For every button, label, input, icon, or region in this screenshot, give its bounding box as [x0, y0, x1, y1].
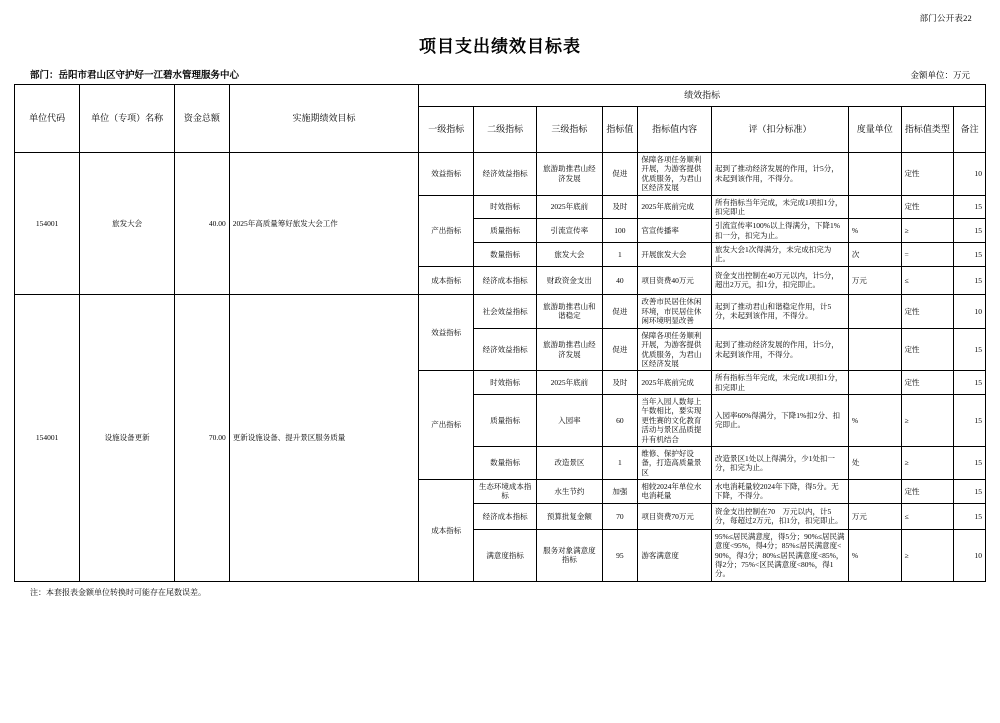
- cell-remark: 10: [954, 153, 986, 196]
- cell-level3: 2025年底前: [537, 195, 602, 219]
- cell-level2: 质量指标: [474, 395, 537, 447]
- cell-level2: 经济成本指标: [474, 266, 537, 294]
- table-body: [15, 153, 986, 582]
- cell-total-funds: 70.00: [175, 294, 230, 581]
- cell-value-content: 游客满意度: [638, 529, 712, 581]
- cell-level3: 旅发大会: [537, 243, 602, 267]
- cell-unit-code: 154001: [15, 294, 80, 581]
- department-label: 部门：岳阳市君山区守护好一江碧水管理服务中心: [30, 71, 240, 81]
- cell-indicator-value: 70: [602, 503, 638, 529]
- cell-value-type: 定性: [901, 195, 954, 219]
- footer-note: 注：本套报表金额单位转换时可能存在尾数误差。: [30, 587, 206, 597]
- cell-measure-unit: [848, 294, 901, 328]
- cell-level3: 服务对象满意度指标: [537, 529, 602, 581]
- th-level3: 三级指标: [537, 107, 602, 153]
- cell-measure-unit: %: [848, 395, 901, 447]
- cell-measure-unit: [848, 480, 901, 504]
- th-value-type: 指标值类型: [901, 107, 954, 153]
- cell-level3: 2025年底前: [537, 371, 602, 395]
- cell-level1: 产出指标: [419, 371, 474, 480]
- cell-measure-unit: %: [848, 219, 901, 243]
- cell-value-content: 项目资费40万元: [638, 266, 712, 294]
- cell-value-type: ≤: [901, 266, 954, 294]
- cell-value-type: ≥: [901, 529, 954, 581]
- cell-scoring: 起到了推动经济发展的作用，计5分，未起到该作用，不得分。: [712, 153, 849, 196]
- cell-value-content: 开展旅发大会: [638, 243, 712, 267]
- cell-scoring: 资金支出控制在70 万元以内，计5分，每超过2万元，扣1分，扣完即止。: [712, 503, 849, 529]
- th-total-funds: 资金总额: [175, 85, 230, 153]
- cell-level2: 数量指标: [474, 446, 537, 479]
- cell-value-content: 保障各项任务顺利开展，为游客提供优质服务，为君山区经济发展: [638, 328, 712, 371]
- cell-value-content: 2025年底前完成: [638, 195, 712, 219]
- cell-value-type: 定性: [901, 480, 954, 504]
- table-row: [15, 153, 986, 196]
- cell-level2: 满意度指标: [474, 529, 537, 581]
- th-unit-name: 单位（专项）名称: [80, 85, 175, 153]
- cell-value-type: 定性: [901, 371, 954, 395]
- cell-measure-unit: 处: [848, 446, 901, 479]
- cell-value-content: 保障各项任务顺利开展，为游客提供优质服务，为君山区经济发展: [638, 153, 712, 196]
- cell-remark: 10: [954, 529, 986, 581]
- cell-value-type: ≥: [901, 395, 954, 447]
- cell-scoring: 起到了推动经济发展的作用，计5分，未起到该作用，不得分。: [712, 328, 849, 371]
- amount-unit-label: 金额单位：万元: [910, 70, 970, 80]
- cell-indicator-value: 促进: [602, 328, 638, 371]
- th-measure-unit: 度量单位: [848, 107, 901, 153]
- th-performance-group: 绩效指标: [419, 85, 986, 107]
- cell-level1: 效益指标: [419, 153, 474, 196]
- cell-period-goal: 更新设施设备、提升景区服务质量: [229, 294, 419, 581]
- cell-period-goal: 2025年高质量筹好旅发大会工作: [229, 153, 419, 295]
- th-indicator-value: 指标值: [602, 107, 638, 153]
- cell-scoring: 入园率60%得满分，下降1%扣2分、扣完即止。: [712, 395, 849, 447]
- cell-remark: 15: [954, 328, 986, 371]
- page-title: 项目支出绩效目标表: [419, 37, 581, 56]
- cell-value-type: ≥: [901, 446, 954, 479]
- cell-value-content: 当年入园人数每上午数相比，要实现更性赛的文化教育活动与景区品质提升有机结合: [638, 395, 712, 447]
- cell-scoring: 资金支出控制在40万元以内，计5分，超出2万元，扣1分，扣完即止。: [712, 266, 849, 294]
- cell-scoring: 起到了推动君山和谐稳定作用，计5分，未起到该作用，不得分。: [712, 294, 849, 328]
- cell-indicator-value: 40: [602, 266, 638, 294]
- cell-measure-unit: 万元: [848, 266, 901, 294]
- cell-measure-unit: [848, 195, 901, 219]
- cell-remark: 15: [954, 371, 986, 395]
- cell-scoring: 改造景区1处以上得满分，少1处扣一分，扣完为止。: [712, 446, 849, 479]
- cell-scoring: 95%≤居民满意度，得5分；90%≤居民满意度<95%，得4分；85%≤居民满意度<90%，得3分；80%≤居民满意度<85%，得2分；75%<区民满意度<80%，得1分。: [712, 529, 849, 581]
- cell-value-content: 维修、保护好设备，打造高质量景区: [638, 446, 712, 479]
- meta-row: [14, 67, 986, 84]
- cell-measure-unit: [848, 153, 901, 196]
- cell-measure-unit: %: [848, 529, 901, 581]
- cell-unit-name: 旅发大会: [80, 153, 175, 295]
- cell-level2: 社会效益指标: [474, 294, 537, 328]
- cell-remark: 15: [954, 266, 986, 294]
- cell-scoring: 所有指标当年完成，未完成1项扣1分，扣完即止: [712, 371, 849, 395]
- cell-measure-unit: [848, 328, 901, 371]
- cell-value-content: 改善市民居住休闲环境，市民居住休闲环境明显改善: [638, 294, 712, 328]
- cell-value-type: ≤: [901, 503, 954, 529]
- cell-indicator-value: 促进: [602, 153, 638, 196]
- cell-level2: 时效指标: [474, 371, 537, 395]
- cell-remark: 10: [954, 294, 986, 328]
- cell-value-content: 官宣传播率: [638, 219, 712, 243]
- cell-level3: 改造景区: [537, 446, 602, 479]
- cell-level2: 数量指标: [474, 243, 537, 267]
- cell-level3: 预算批复金额: [537, 503, 602, 529]
- cell-value-type: 定性: [901, 153, 954, 196]
- table-header-row-1: [15, 85, 986, 107]
- cell-remark: 15: [954, 446, 986, 479]
- cell-indicator-value: 促进: [602, 294, 638, 328]
- cell-level1: 效益指标: [419, 294, 474, 371]
- cell-value-content: 相较2024年单位水电消耗量: [638, 480, 712, 504]
- th-scoring: 评（扣分标准）: [712, 107, 849, 153]
- cell-value-content: 项目资费70万元: [638, 503, 712, 529]
- cell-level2: 经济效益指标: [474, 153, 537, 196]
- cell-indicator-value: 及时: [602, 371, 638, 395]
- cell-total-funds: 40.00: [175, 153, 230, 295]
- cell-scoring: 水电消耗量较2024年下降，得5分。无下降，不得分。: [712, 480, 849, 504]
- cell-indicator-value: 1: [602, 243, 638, 267]
- cell-value-type: ≥: [901, 219, 954, 243]
- th-unit-code: 单位代码: [15, 85, 80, 153]
- th-level2: 二级指标: [474, 107, 537, 153]
- cell-indicator-value: 1: [602, 446, 638, 479]
- cell-indicator-value: 及时: [602, 195, 638, 219]
- cell-unit-code: 154001: [15, 153, 80, 295]
- cell-value-content: 2025年底前完成: [638, 371, 712, 395]
- th-period-goal: 实施期绩效目标: [229, 85, 419, 153]
- th-level1: 一级指标: [419, 107, 474, 153]
- cell-value-type: 定性: [901, 328, 954, 371]
- cell-level3: 水生节约: [537, 480, 602, 504]
- cell-level2: 经济效益指标: [474, 328, 537, 371]
- cell-measure-unit: 次: [848, 243, 901, 267]
- table-row: [15, 294, 986, 328]
- cell-indicator-value: 100: [602, 219, 638, 243]
- cell-level1: 成本指标: [419, 480, 474, 582]
- cell-level3: 旅游助推君山和谐稳定: [537, 294, 602, 328]
- cell-level3: 入园率: [537, 395, 602, 447]
- cell-scoring: 旅发大会1次得满分，未完成扣完为止。: [712, 243, 849, 267]
- cell-level2: 经济成本指标: [474, 503, 537, 529]
- cell-indicator-value: 60: [602, 395, 638, 447]
- cell-unit-name: 设施设备更新: [80, 294, 175, 581]
- cell-remark: 15: [954, 219, 986, 243]
- cell-level1: 产出指标: [419, 195, 474, 266]
- cell-level3: 引流宣传率: [537, 219, 602, 243]
- cell-remark: 15: [954, 195, 986, 219]
- cell-level3: 财政资金支出: [537, 266, 602, 294]
- cell-remark: 15: [954, 480, 986, 504]
- cell-measure-unit: 万元: [848, 503, 901, 529]
- cell-remark: 15: [954, 503, 986, 529]
- cell-level2: 时效指标: [474, 195, 537, 219]
- cell-remark: 15: [954, 395, 986, 447]
- cell-indicator-value: 95: [602, 529, 638, 581]
- cell-measure-unit: [848, 371, 901, 395]
- cell-scoring: 引流宣传率100%以上得满分，下降1%扣一分，扣完为止。: [712, 219, 849, 243]
- th-remark: 备注: [954, 107, 986, 153]
- cell-level1: 成本指标: [419, 266, 474, 294]
- cell-level2: 质量指标: [474, 219, 537, 243]
- cell-remark: 15: [954, 243, 986, 267]
- th-value-content: 指标值内容: [638, 107, 712, 153]
- cell-scoring: 所有指标当年完成，未完成1项扣1分，扣完即止: [712, 195, 849, 219]
- cell-indicator-value: 加强: [602, 480, 638, 504]
- cell-value-type: 定性: [901, 294, 954, 328]
- cell-level3: 旅游助推君山经济发展: [537, 328, 602, 371]
- page-header-label: 部门公开表22: [919, 13, 972, 23]
- cell-level3: 旅游助推君山经济发展: [537, 153, 602, 196]
- performance-target-table: [14, 84, 986, 582]
- cell-value-type: =: [901, 243, 954, 267]
- cell-level2: 生态环境成本指标: [474, 480, 537, 504]
